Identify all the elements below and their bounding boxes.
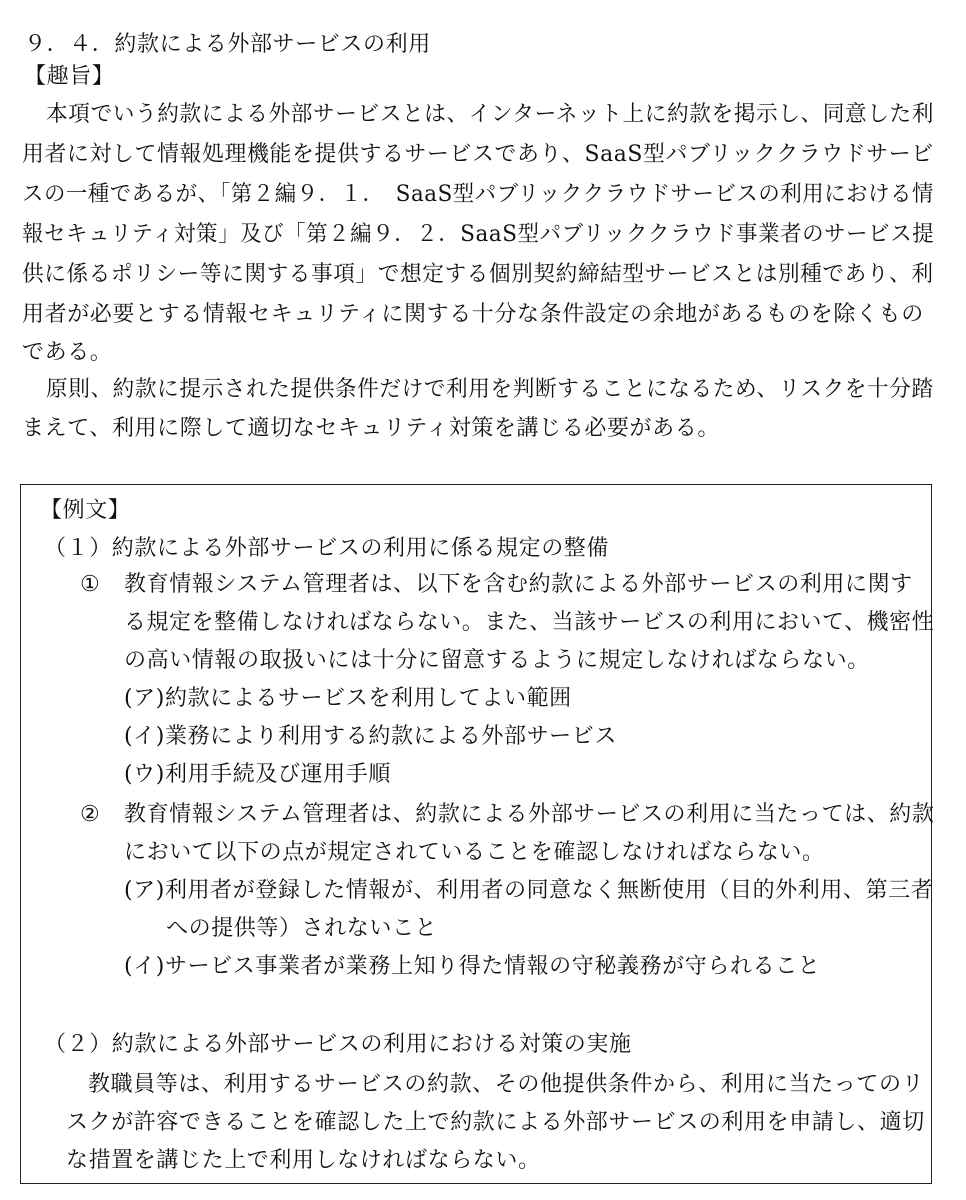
paragraph-line: 供に係るポリシー等に関する事項」で想定する個別契約締結型サービスとは別種であり、利 bbox=[22, 262, 934, 287]
paragraph-line: 用者に対して情報処理機能を提供するサービスであり、SaaS型パブリッククラウドサービ bbox=[22, 142, 934, 167]
example-heading: 【例文】 bbox=[40, 498, 131, 523]
item-2-line: において以下の点が規定されていることを確認しなければならない。 bbox=[124, 840, 825, 865]
item-2-subitem-a: への提供等）されないこと bbox=[166, 916, 438, 941]
item-1-line: 教育情報システム管理者は、以下を含む約款による外部サービスの利用に関す bbox=[124, 572, 913, 597]
subsection-2-line: な措置を講じた上で利用しなければならない。 bbox=[66, 1148, 541, 1173]
item-1-line: の高い情報の取扱いには十分に留意するように規定しなければならない。 bbox=[124, 648, 870, 673]
item-1-subitem: (イ)業務により利用する約款による外部サービス bbox=[124, 724, 617, 749]
subsection-1-title: （１）約款による外部サービスの利用に係る規定の整備 bbox=[44, 536, 610, 561]
paragraph-line: 本項でいう約款による外部サービスとは、インターネット上に約款を掲示し、同意した利 bbox=[46, 102, 935, 127]
paragraph-line: 用者が必要とする情報セキュリティに関する十分な条件設定の余地があるものを除くもの bbox=[22, 302, 924, 327]
item-1-subitem: (ア)約款によるサービスを利用してよい範囲 bbox=[124, 686, 572, 711]
item-2-subitem-a: (ア)利用者が登録した情報が、利用者の同意なく無断使用（目的外利用、第三者 bbox=[124, 878, 934, 903]
section-title: ９．４．約款による外部サービスの利用 bbox=[24, 32, 431, 57]
paragraph-line: である。 bbox=[22, 340, 113, 365]
item-2-subitem-b: (イ)サービス事業者が業務上知り得た情報の守秘義務が守られること bbox=[124, 954, 821, 979]
subsection-2-line: スクが許容できることを確認した上で約款による外部サービスの利用を申請し、適切 bbox=[66, 1110, 925, 1135]
item-2-line: 教育情報システム管理者は、約款による外部サービスの利用に当たっては、約款 bbox=[124, 802, 935, 827]
paragraph-line: まえて、利用に際して適切なセキュリティ対策を講じる必要がある。 bbox=[22, 416, 720, 441]
item-1-line: る規定を整備しなければならない。また、当該サービスの利用において、機密性 bbox=[124, 610, 935, 635]
item-2-marker: ② bbox=[80, 802, 101, 827]
purpose-heading: 【趣旨】 bbox=[24, 64, 115, 89]
paragraph-line: 報セキュリティ対策」及び「第２編９．２．SaaS型パブリッククラウド事業者のサービス提 bbox=[22, 222, 935, 247]
item-1-marker: ① bbox=[80, 572, 101, 597]
item-1-subitem: (ウ)利用手続及び運用手順 bbox=[124, 762, 391, 787]
paragraph-line: 原則、約款に提示された提供条件だけで利用を判断することになるため、リスクを十分踏 bbox=[46, 377, 934, 402]
subsection-2-title: （２）約款による外部サービスの利用における対策の実施 bbox=[44, 1032, 632, 1057]
subsection-2-line: 教職員等は、利用するサービスの約款、その他提供条件から、利用に当たってのリ bbox=[88, 1072, 925, 1097]
paragraph-line: スの一種であるが、「第２編９．１． SaaS型パブリッククラウドサービスの利用における情 bbox=[22, 182, 934, 207]
